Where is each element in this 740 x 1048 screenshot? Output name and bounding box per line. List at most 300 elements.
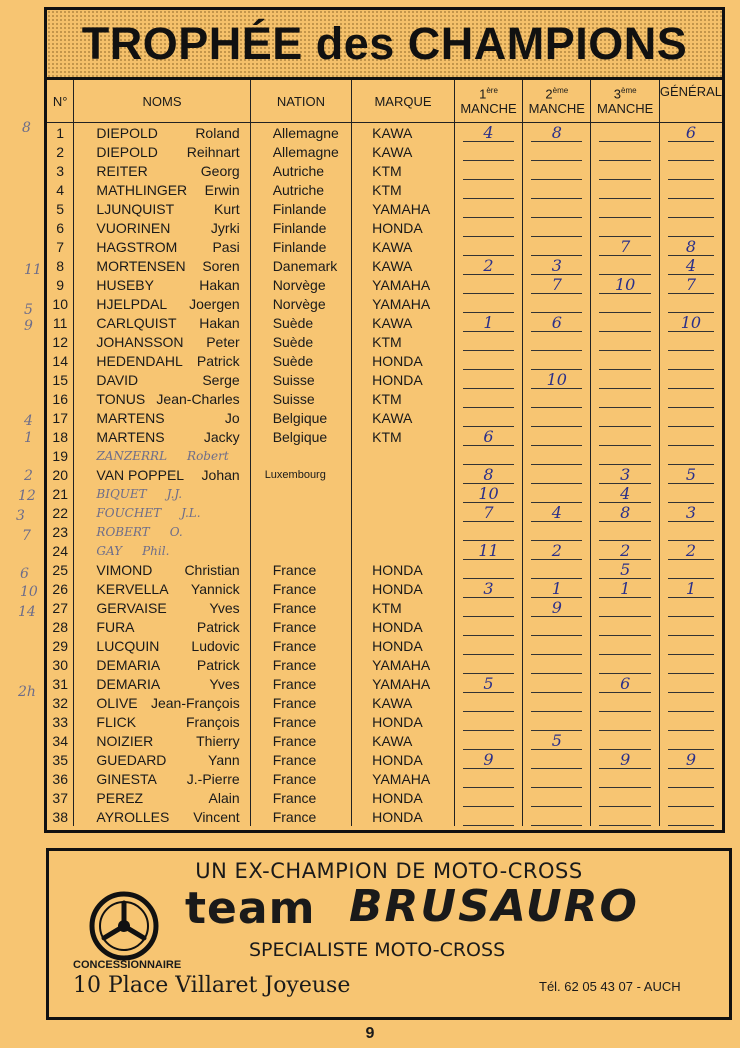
rider-last-name: NOIZIER — [96, 732, 154, 749]
manche-3-result — [591, 351, 659, 370]
manche-2-value — [531, 522, 582, 541]
general-result — [659, 446, 722, 465]
rider-number: 24 — [47, 541, 74, 560]
rider-nation: Suisse — [250, 370, 351, 389]
rider-nation: Autriche — [250, 180, 351, 199]
manche-2-result — [523, 237, 591, 256]
manche-1-value — [463, 712, 514, 731]
general-value — [668, 484, 714, 503]
rider-first-name: J.-Pierre — [186, 770, 240, 787]
rider-marque: KTM — [352, 180, 455, 199]
rider-name — [74, 161, 250, 180]
general-value — [668, 560, 714, 579]
rider-number: 22 — [47, 503, 74, 522]
manche-1-value — [463, 769, 514, 788]
rider-marque: YAMAHA — [352, 294, 455, 313]
general-value — [668, 161, 714, 180]
general-value: 1 — [668, 579, 714, 598]
manche-2-value — [531, 617, 582, 636]
manche-2-value — [531, 560, 582, 579]
general-result — [659, 712, 722, 731]
manche-2-result — [523, 389, 591, 408]
manche-3-result — [591, 788, 659, 807]
rider-marque: KAWA — [352, 731, 455, 750]
rider-name — [74, 579, 250, 598]
rider-last-name: MATHLINGER — [96, 181, 188, 198]
manche-3-value — [599, 522, 650, 541]
general-value: 10 — [668, 313, 714, 332]
advertisement — [46, 848, 732, 1020]
manche-1-value — [463, 370, 514, 389]
manche-1-result — [454, 579, 522, 598]
general-result — [659, 237, 722, 256]
rider-number: 37 — [47, 788, 74, 807]
rider-number: 14 — [47, 351, 74, 370]
manche-2-result — [523, 142, 591, 161]
header-manche-1 — [454, 80, 522, 123]
rider-first-name: Soren — [202, 257, 240, 274]
rider-name — [74, 503, 250, 522]
general-value — [668, 199, 714, 218]
rider-name — [74, 636, 250, 655]
rider-nation: Allemagne — [250, 123, 351, 143]
general-result — [659, 218, 722, 237]
general-value — [668, 351, 714, 370]
manche-3-result — [591, 218, 659, 237]
rider-name — [74, 465, 250, 484]
rider-first-name: Jean-François — [150, 694, 240, 711]
manche-1-value: 5 — [463, 674, 514, 693]
manche-1-value — [463, 655, 514, 674]
rider-last-name: FLICK — [96, 713, 137, 730]
rider-last-name: HJELPDAL — [96, 295, 168, 312]
rider-nation: France — [250, 731, 351, 750]
rider-last-name: DIEPOLD — [96, 124, 158, 141]
manche-2-result — [523, 788, 591, 807]
manche-2-result — [523, 313, 591, 332]
manche-1-result — [454, 674, 522, 693]
general-value: 5 — [668, 465, 714, 484]
general-value — [668, 218, 714, 237]
rider-first-name: J.J. — [166, 486, 183, 501]
ad-address: 10 Place Villaret Joyeuse — [73, 973, 351, 998]
general-result — [659, 161, 722, 180]
manche-1-result — [454, 617, 522, 636]
rider-number: 25 — [47, 560, 74, 579]
header-m3-label: MANCHE — [596, 101, 654, 117]
manche-3-value — [599, 218, 650, 237]
general-result — [659, 294, 722, 313]
rider-marque: HONDA — [352, 636, 455, 655]
manche-1-result — [454, 389, 522, 408]
rider-name — [74, 598, 250, 617]
manche-3-result — [591, 199, 659, 218]
general-result — [659, 541, 722, 560]
rider-first-name: Kurt — [214, 200, 240, 217]
manche-3-result — [591, 237, 659, 256]
rider-marque: YAMAHA — [352, 655, 455, 674]
manche-1-result — [454, 199, 522, 218]
manche-2-result — [523, 446, 591, 465]
manche-2-value — [531, 237, 582, 256]
rider-nation — [250, 522, 351, 541]
manche-1-result — [454, 807, 522, 826]
manche-2-value: 3 — [531, 256, 582, 275]
manche-3-value — [599, 351, 650, 370]
rider-number: 11 — [47, 313, 74, 332]
manche-3-result — [591, 275, 659, 294]
general-result — [659, 484, 722, 503]
rider-last-name: MARTENS — [96, 409, 165, 426]
general-value — [668, 788, 714, 807]
rider-nation — [250, 446, 351, 465]
rider-nation: France — [250, 598, 351, 617]
manche-3-value — [599, 180, 650, 199]
manche-1-result — [454, 598, 522, 617]
general-value — [668, 180, 714, 199]
rider-name — [74, 427, 250, 446]
general-result — [659, 579, 722, 598]
manche-3-value — [599, 636, 650, 655]
manche-3-result — [591, 807, 659, 826]
manche-2-value: 9 — [531, 598, 582, 617]
rider-last-name: TONUS — [96, 390, 146, 407]
table-row — [47, 123, 722, 143]
manche-3-value — [599, 655, 650, 674]
rider-nation: France — [250, 807, 351, 826]
manche-2-value: 4 — [531, 503, 582, 522]
rider-nation: Suède — [250, 313, 351, 332]
manche-2-value — [531, 446, 582, 465]
manche-3-result — [591, 142, 659, 161]
margin-note: 12 — [18, 488, 36, 504]
rider-nation: Norvège — [250, 275, 351, 294]
general-result — [659, 408, 722, 427]
rider-number: 5 — [47, 199, 74, 218]
manche-2-result — [523, 731, 591, 750]
general-value — [668, 712, 714, 731]
rider-last-name: VUORINEN — [96, 219, 171, 236]
table-row — [47, 180, 722, 199]
rider-nation: Luxembourg — [250, 465, 351, 484]
manche-3-result — [591, 769, 659, 788]
rider-marque: KTM — [352, 598, 455, 617]
general-result — [659, 598, 722, 617]
manche-1-value — [463, 351, 514, 370]
manche-3-value — [599, 161, 650, 180]
manche-2-value: 5 — [531, 731, 582, 750]
manche-3-value: 5 — [599, 560, 650, 579]
manche-2-value: 8 — [531, 123, 582, 142]
rider-nation: Suède — [250, 332, 351, 351]
manche-2-result — [523, 161, 591, 180]
manche-1-value — [463, 180, 514, 199]
rider-number: 3 — [47, 161, 74, 180]
manche-3-result — [591, 712, 659, 731]
manche-2-value — [531, 427, 582, 446]
rider-name — [74, 256, 250, 275]
rider-last-name: HUSEBY — [96, 276, 154, 293]
manche-1-result — [454, 712, 522, 731]
rider-name — [74, 408, 250, 427]
rider-first-name: Roland — [195, 124, 240, 141]
rider-marque — [352, 503, 455, 522]
rider-last-name: AYROLLES — [96, 808, 170, 825]
manche-1-value — [463, 237, 514, 256]
rider-first-name: Patrick — [196, 618, 240, 635]
table-row — [47, 465, 722, 484]
manche-2-value — [531, 408, 582, 427]
general-result — [659, 180, 722, 199]
general-value — [668, 427, 714, 446]
manche-2-result — [523, 712, 591, 731]
manche-2-value: 10 — [531, 370, 582, 389]
manche-1-result — [454, 427, 522, 446]
rider-last-name: DEMARIA — [96, 675, 161, 692]
rider-last-name: VAN POPPEL — [96, 466, 185, 483]
rider-last-name: PEREZ — [96, 789, 144, 806]
rider-marque: YAMAHA — [352, 674, 455, 693]
general-value — [668, 446, 714, 465]
manche-3-value — [599, 123, 650, 142]
rider-nation: Danemark — [250, 256, 351, 275]
margin-note: 8 — [22, 120, 31, 136]
general-result — [659, 351, 722, 370]
manche-2-value — [531, 351, 582, 370]
margin-note: 3 — [16, 508, 25, 524]
table-row — [47, 560, 722, 579]
rider-nation: Allemagne — [250, 142, 351, 161]
manche-3-result — [591, 180, 659, 199]
table-row — [47, 142, 722, 161]
rider-name — [74, 731, 250, 750]
rider-last-name: OLIVE — [96, 694, 138, 711]
header-nation: NATION — [250, 80, 351, 123]
rider-name — [74, 142, 250, 161]
rider-marque: YAMAHA — [352, 769, 455, 788]
manche-2-value — [531, 199, 582, 218]
manche-3-result — [591, 465, 659, 484]
table-row — [47, 237, 722, 256]
manche-2-value — [531, 807, 582, 826]
table-header-row — [47, 80, 722, 123]
manche-1-result — [454, 370, 522, 389]
manche-1-result — [454, 503, 522, 522]
rider-first-name: Patrick — [196, 352, 240, 369]
rider-first-name: Patrick — [196, 656, 240, 673]
rider-nation: Suisse — [250, 389, 351, 408]
manche-3-result — [591, 750, 659, 769]
manche-2-value: 2 — [531, 541, 582, 560]
rider-name — [74, 788, 250, 807]
manche-1-result — [454, 180, 522, 199]
rider-first-name: Vincent — [193, 808, 240, 825]
rider-number: 16 — [47, 389, 74, 408]
margin-note: 6 — [20, 566, 29, 582]
general-value — [668, 142, 714, 161]
general-result — [659, 123, 722, 143]
manche-2-value — [531, 332, 582, 351]
manche-1-result — [454, 541, 522, 560]
rider-name — [74, 807, 250, 826]
manche-3-result — [591, 123, 659, 143]
table-row — [47, 674, 722, 693]
manche-3-result — [591, 484, 659, 503]
manche-3-value: 8 — [599, 503, 650, 522]
page-title: TROPHÉE des CHAMPIONS — [47, 10, 722, 80]
rider-name — [74, 123, 250, 143]
table-row — [47, 788, 722, 807]
table-row — [47, 332, 722, 351]
margin-note: 10 — [20, 584, 38, 600]
general-value — [668, 693, 714, 712]
margin-note: 2h — [18, 684, 36, 700]
manche-2-value — [531, 636, 582, 655]
table-row — [47, 598, 722, 617]
manche-3-value: 7 — [599, 237, 650, 256]
manche-2-value — [531, 389, 582, 408]
rider-last-name: FOUCHET — [96, 505, 162, 520]
manche-3-value — [599, 313, 650, 332]
rider-nation: France — [250, 693, 351, 712]
manche-1-value — [463, 199, 514, 218]
general-value — [668, 370, 714, 389]
manche-1-result — [454, 636, 522, 655]
manche-2-value — [531, 655, 582, 674]
rider-number: 18 — [47, 427, 74, 446]
manche-3-value — [599, 389, 650, 408]
manche-3-result — [591, 579, 659, 598]
rider-first-name: Pasi — [212, 238, 240, 255]
manche-1-result — [454, 275, 522, 294]
manche-1-value: 3 — [463, 579, 514, 598]
general-result — [659, 256, 722, 275]
general-result — [659, 769, 722, 788]
rider-number: 23 — [47, 522, 74, 541]
margin-note: 1 — [24, 430, 33, 446]
manche-3-value — [599, 807, 650, 826]
manche-2-value — [531, 465, 582, 484]
manche-2-value — [531, 674, 582, 693]
rider-first-name: Thierry — [196, 732, 240, 749]
manche-2-result — [523, 560, 591, 579]
general-value: 8 — [668, 237, 714, 256]
general-result — [659, 503, 722, 522]
manche-1-value: 2 — [463, 256, 514, 275]
general-value — [668, 389, 714, 408]
manche-2-result — [523, 427, 591, 446]
manche-2-result — [523, 484, 591, 503]
manche-3-result — [591, 161, 659, 180]
manche-1-value: 11 — [463, 541, 514, 560]
manche-1-value — [463, 731, 514, 750]
table-row — [47, 655, 722, 674]
table-row — [47, 484, 722, 503]
rider-name — [74, 313, 250, 332]
ad-specialist: SPECIALISTE MOTO-CROSS — [249, 939, 506, 961]
rider-number: 34 — [47, 731, 74, 750]
table-row — [47, 370, 722, 389]
margin-note: 5 — [24, 302, 33, 318]
header-m1-sup: ère — [486, 85, 498, 95]
manche-3-value: 6 — [599, 674, 650, 693]
rider-marque: HONDA — [352, 218, 455, 237]
general-result — [659, 731, 722, 750]
margin-note: 14 — [18, 604, 36, 620]
manche-3-value — [599, 731, 650, 750]
manche-2-result — [523, 598, 591, 617]
manche-1-value — [463, 218, 514, 237]
manche-3-result — [591, 674, 659, 693]
rider-last-name: DIEPOLD — [96, 143, 158, 160]
manche-2-value: 6 — [531, 313, 582, 332]
rider-number: 29 — [47, 636, 74, 655]
manche-1-result — [454, 313, 522, 332]
rider-marque — [352, 465, 455, 484]
manche-1-value — [463, 560, 514, 579]
general-value — [668, 332, 714, 351]
manche-3-value — [599, 788, 650, 807]
manche-3-value — [599, 294, 650, 313]
margin-note: 7 — [22, 528, 31, 544]
manche-3-value — [599, 427, 650, 446]
rider-marque: YAMAHA — [352, 199, 455, 218]
rider-first-name: O. — [169, 524, 183, 539]
general-value — [668, 294, 714, 313]
rider-nation: France — [250, 788, 351, 807]
manche-1-value — [463, 693, 514, 712]
manche-2-value — [531, 180, 582, 199]
results-sheet — [44, 7, 725, 833]
rider-nation: France — [250, 674, 351, 693]
rider-first-name: Phil. — [142, 543, 170, 558]
manche-3-value: 1 — [599, 579, 650, 598]
rider-name — [74, 218, 250, 237]
rider-name — [74, 389, 250, 408]
rider-marque: HONDA — [352, 807, 455, 826]
manche-3-value: 4 — [599, 484, 650, 503]
rider-number: 6 — [47, 218, 74, 237]
table-row — [47, 389, 722, 408]
rider-marque: YAMAHA — [352, 275, 455, 294]
manche-1-result — [454, 655, 522, 674]
rider-name — [74, 237, 250, 256]
manche-3-result — [591, 541, 659, 560]
general-value — [668, 522, 714, 541]
rider-marque: KAWA — [352, 237, 455, 256]
header-marque: MARQUE — [352, 80, 455, 123]
rider-first-name: Hakan — [199, 276, 240, 293]
manche-2-value: 1 — [531, 579, 582, 598]
header-manche-3 — [591, 80, 659, 123]
rider-nation: Suède — [250, 351, 351, 370]
general-result — [659, 313, 722, 332]
margin-note: 2 — [24, 468, 33, 484]
rider-first-name: Alain — [208, 789, 240, 806]
general-value — [668, 408, 714, 427]
rider-last-name: HAGSTROM — [96, 238, 178, 255]
rider-number: 35 — [47, 750, 74, 769]
rider-number: 21 — [47, 484, 74, 503]
rider-nation: France — [250, 579, 351, 598]
general-result — [659, 465, 722, 484]
rider-name — [74, 351, 250, 370]
rider-last-name: KERVELLA — [96, 580, 169, 597]
rider-first-name: Christian — [184, 561, 240, 578]
table-row — [47, 503, 722, 522]
general-result — [659, 275, 722, 294]
general-result — [659, 560, 722, 579]
